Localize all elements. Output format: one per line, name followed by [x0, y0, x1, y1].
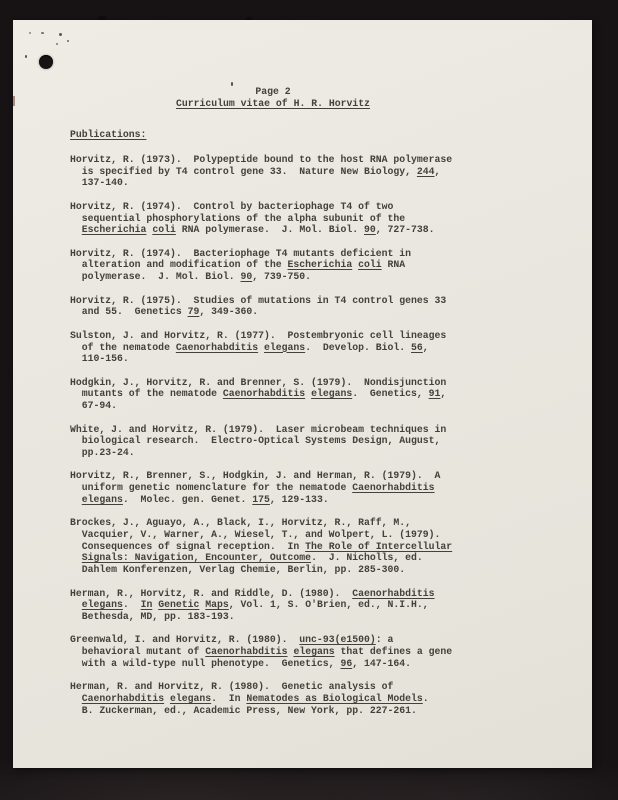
publication-line: B. Zuckerman, ed., Academic Press, New York, pp. 227-261. [70, 704, 417, 716]
publication-entry [70, 154, 550, 189]
dust-speck [56, 43, 58, 45]
publication-line: Hodgkin, J., Horvitz, R. and Brenner, S. (1979). Nondisjunction [70, 376, 447, 388]
publication-line: pp.23-24. [70, 446, 135, 458]
publication-line: elegans. In Genetic Maps, Vol. 1, S. O'Brien, ed., N.I.H., [81, 599, 429, 611]
publication-line: Escherichia coli RNA polymerase. J. Mol. Biol. 90, 727-738. [81, 224, 435, 236]
publication-entry [70, 201, 550, 236]
publication-entry [70, 295, 550, 318]
publication-line: Greenwald, I. and Horvitz, R. (1980). unc-93(e1500): a [70, 634, 394, 646]
publication-line: Bethesda, MD, pp. 183-193. [70, 611, 235, 623]
publication-line: of the nematode Caenorhabditis elegans. Develop. Biol. 56, [70, 341, 429, 353]
publications-heading: Publications: [70, 129, 147, 140]
publication-line: Horvitz, R. (1975). Studies of mutations in T4 control genes 33 [70, 294, 447, 306]
dust-speck [41, 32, 44, 34]
publication-line: Dahlem Konferenzen, Verlag Chemie, Berlin, pp. 285-300. [70, 564, 406, 576]
publication-line: Horvitz, R. (1974). Control by bacteriophage T4 of two [70, 200, 394, 212]
publication-line: elegans. Molec. gen. Genet. 175, 129-133. [81, 493, 329, 505]
document-header [63, 86, 483, 109]
publication-line: White, J. and Horvitz, R. (1979). Laser microbeam techniques in [70, 423, 447, 435]
publication-line: Horvitz, R. (1973). Polypeptide bound to the host RNA polymerase [70, 154, 453, 165]
publication-line: behavioral mutant of Caenorhabditis elegans that defines a gene [70, 646, 453, 658]
publication-line: Horvitz, R. (1974). Bacteriophage T4 mutants deficient in [70, 247, 411, 259]
publication-entry [70, 470, 550, 505]
paper-edge-stain [13, 96, 15, 106]
publication-line: is specified by T4 control gene 33. Nature New Biology, 244, [70, 165, 441, 177]
publication-line: sequential phosphorylations of the alpha subunit of the [70, 212, 406, 224]
publication-entry [70, 424, 550, 459]
publication-line: Vacquier, V., Warner, A., Wiesel, T., and Wolpert, L. (1979). [70, 529, 441, 540]
publication-entry [70, 377, 550, 412]
dust-speck [25, 55, 27, 58]
publication-entry [70, 517, 550, 576]
publication-line: Herman, R., Horvitz, R. and Riddle, D. (1980). Caenorhabditis [70, 587, 435, 599]
dust-speck [29, 32, 31, 34]
publication-line: 110-156. [70, 353, 129, 365]
publication-line: Consequences of signal reception. In The Role of Intercellular [70, 540, 453, 552]
publication-line: polymerase. J. Mol. Biol. 90, 739-750. [70, 271, 312, 283]
publication-line: Brockes, J., Aguayo, A., Black, I., Horvitz, R., Raff, M., [70, 517, 411, 529]
publications-list [70, 154, 550, 728]
publication-line: biological research. Electro-Optical Systems Design, August, [70, 435, 441, 447]
publication-line: mutants of the nematode Caenorhabditis elegans. Genetics, 91, [70, 388, 447, 400]
publication-line: Horvitz, R., Brenner, S., Hodgkin, J. and Herman, R. (1979). A [70, 470, 441, 482]
page-number: Page 2 [255, 86, 291, 97]
publication-line: 137-140. [70, 177, 129, 189]
publication-entry [70, 248, 550, 283]
dust-speck [59, 33, 62, 36]
publication-entry [70, 634, 550, 669]
page-title: Curriculum vitae of H. R. Horvitz [175, 97, 370, 109]
publication-line: uniform genetic nomenclature for the nematode Caenorhabditis [70, 482, 435, 494]
dust-speck [67, 40, 69, 42]
hole-punch [39, 55, 53, 69]
publication-line: and 55. Genetics 79, 349-360. [70, 306, 259, 318]
publication-line: Caenorhabditis elegans. In Nematodes as Biological Models. [81, 693, 429, 705]
publication-entry [70, 330, 550, 365]
publication-line: Signals: Navigation, Encounter, Outcome. J. Nicholls, ed. [81, 552, 423, 564]
publication-line: Sulston, J. and Horvitz, R. (1977). Postembryonic cell lineages [70, 329, 447, 341]
document-page [13, 20, 592, 768]
publication-line: alteration and modification of the Escherichia coli RNA [70, 259, 406, 271]
publication-line: Herman, R. and Horvitz, R. (1980). Genetic analysis of [70, 681, 394, 693]
publication-line: with a wild-type null phenotype. Genetics, 96, 147-164. [70, 657, 412, 669]
publication-line: 67-94. [70, 400, 118, 412]
publication-entry [70, 588, 550, 623]
publication-entry [70, 681, 550, 716]
